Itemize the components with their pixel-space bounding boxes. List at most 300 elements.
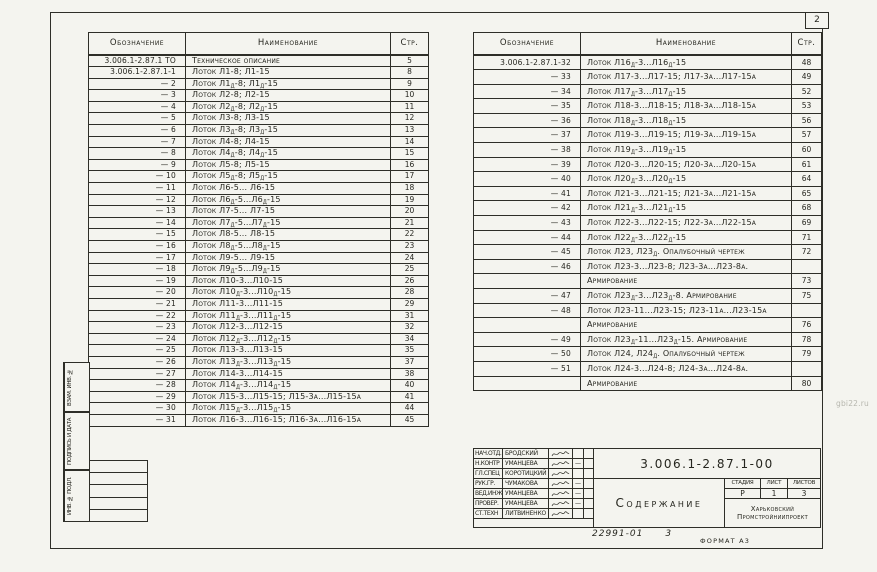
table-row — [89, 368, 429, 380]
cell-name: Лоток Л12-3...Л12-15 — [186, 322, 391, 334]
table-row — [474, 361, 822, 376]
signature-date — [573, 469, 584, 478]
table-row — [89, 298, 429, 310]
signature-date: — — [573, 479, 584, 488]
cell-name: Армирование — [581, 318, 792, 333]
table-row — [474, 303, 822, 318]
stage-value-list: 1 — [761, 489, 788, 498]
cell-name: Лоток Л16-3...Л16-15; Л16-3а...Л16-15а — [186, 414, 391, 426]
cell-designation: — 4 — [89, 101, 186, 113]
stage-header-row — [725, 479, 820, 489]
signature-name: УМАНЦЕВА — [503, 489, 549, 498]
signature-row — [474, 479, 593, 489]
cell-designation: — 7 — [89, 136, 186, 148]
table-header-row — [474, 33, 822, 55]
cell-name: Лоток $Л6_д-5...Л6_д-15$ — [186, 194, 391, 206]
cell-designation: 3.006.1-2.87.1-1 — [89, 67, 186, 79]
cell-page: 22 — [391, 229, 429, 241]
cell-designation: — 40 — [474, 172, 581, 187]
cell-name: Лоток Л18-3...Л18-15; Л18-3а...Л18-15а — [581, 99, 792, 114]
cell-page: 64 — [792, 172, 822, 187]
stage-header-listov: ЛИСТОВ — [792, 480, 816, 486]
cell-page: 79 — [792, 347, 822, 362]
signature-scribble — [551, 510, 570, 518]
table-row — [89, 229, 429, 241]
cell-page: 61 — [792, 157, 822, 172]
header-name: Наименование — [186, 33, 391, 55]
margin-blank-cell — [75, 363, 89, 411]
cell-designation: — 37 — [474, 128, 581, 143]
cell-designation: — 50 — [474, 347, 581, 362]
cell-page: 16 — [391, 159, 429, 171]
cell-name: Лоток $Л23_д-11...Л23_д-15$. Армирование — [581, 332, 792, 347]
table-row — [89, 194, 429, 206]
cell-designation: — 21 — [89, 298, 186, 310]
header-designation: Обозначение — [474, 33, 581, 55]
cell-page: 5 — [391, 55, 429, 67]
table-row — [474, 289, 822, 304]
cell-page: 41 — [391, 391, 429, 403]
table-header-row — [89, 33, 429, 55]
cell-designation: — 10 — [89, 171, 186, 183]
cell-designation: — 43 — [474, 216, 581, 231]
cell-page: 25 — [391, 264, 429, 276]
signature-role: РУК.ГР. — [474, 479, 503, 488]
margin-grid-row — [90, 461, 147, 473]
cell-name: Лоток $Л17_д-3...Л17_д-15$ — [581, 84, 792, 99]
cell-page: 13 — [391, 125, 429, 137]
cell-designation: — 3 — [89, 90, 186, 102]
signature-scribble — [551, 450, 570, 458]
cell-name: Лоток Л5-8; Л5-15 — [186, 159, 391, 171]
signature-name: ЧУМАКОВА — [503, 479, 549, 488]
table-row — [474, 216, 822, 231]
cell-page: 48 — [792, 55, 822, 70]
table-row — [474, 245, 822, 260]
cell-name: Лоток $Л3_д-8$; $Л3_д-15$ — [186, 125, 391, 137]
table-row — [89, 414, 429, 426]
cell-name: Лоток $Л9_д-5...Л9_д-15$ — [186, 264, 391, 276]
cell-designation: — 25 — [89, 345, 186, 357]
cell-name: Лоток $Л19_д-3...Л19_д-15$ — [581, 143, 792, 158]
cell-name: Лоток Л6-5... Л6-15 — [186, 183, 391, 195]
cell-designation — [474, 318, 581, 333]
signature-name: КОРОТИЦКИЙ — [503, 469, 549, 478]
cell-page: 71 — [792, 230, 822, 245]
cell-page: 44 — [391, 403, 429, 415]
cell-page: 32 — [391, 322, 429, 334]
signature-spacer — [584, 479, 593, 488]
table-row — [89, 310, 429, 322]
signature-scribble — [551, 490, 570, 498]
signature-scribble — [551, 480, 570, 488]
header-page: Стр. — [391, 33, 429, 55]
signature-row — [474, 449, 593, 459]
cell-designation: — 13 — [89, 206, 186, 218]
cell-page: 9 — [391, 78, 429, 90]
cell-designation: — 6 — [89, 125, 186, 137]
cell-designation: — 18 — [89, 264, 186, 276]
cell-page: 80 — [792, 376, 822, 391]
contents-table-left — [88, 32, 429, 427]
signature-role: Н.КОНТР — [474, 459, 503, 468]
cell-name: Армирование — [581, 274, 792, 289]
document-title: Содержание — [594, 479, 725, 527]
cell-name: Лоток Л10-3...Л10-15 — [186, 275, 391, 287]
cell-name: Лоток $Л1_д-8$; $Л1_д-15$ — [186, 78, 391, 90]
signature-name: БРОДСКИЙ — [503, 449, 549, 458]
signature-role: ГЛ.СПЕЦ — [474, 469, 503, 478]
table-row — [89, 217, 429, 229]
signature-spacer — [584, 459, 593, 468]
cell-page: 72 — [792, 245, 822, 260]
cell-page: 18 — [391, 183, 429, 195]
cell-designation: — 12 — [89, 194, 186, 206]
title-block-bottom — [594, 479, 820, 527]
cell-page: 17 — [391, 171, 429, 183]
table-row — [474, 376, 822, 391]
stamp-number-text: 22991-01 — [592, 529, 644, 539]
cell-name: Лоток $Л11_д-3...Л11_д-15$ — [186, 310, 391, 322]
table-row — [89, 322, 429, 334]
cell-name: Лоток $Л5_д-8$; $Л5_д-15$ — [186, 171, 391, 183]
cell-name: Лоток $Л10_д-3...Л10_д-15$ — [186, 287, 391, 299]
cell-page: 49 — [792, 70, 822, 85]
cell-name: Лоток $Л16_д-3...Л16_д-15$ — [581, 55, 792, 70]
cell-name: Лоток Л21-3...Л21-15; Л21-3а...Л21-15а — [581, 186, 792, 201]
stage-value-stadiya: Р — [725, 489, 761, 498]
cell-name: Лоток Л24, $Л24_д$. Опалубочный чертеж — [581, 347, 792, 362]
cell-name: Лоток Л3-8; Л3-15 — [186, 113, 391, 125]
margin-label-podpis: ПОДПИСЬ И ДАТА — [64, 413, 75, 469]
cell-page: 8 — [391, 67, 429, 79]
margin-box-podpis — [63, 412, 90, 470]
table-row — [89, 136, 429, 148]
cell-name: Лоток Л19-3...Л19-15; Л19-3а...Л19-15а — [581, 128, 792, 143]
cell-name: Лоток Л2-8; Л2-15 — [186, 90, 391, 102]
signature-date: — — [573, 499, 584, 508]
cell-designation: — 29 — [89, 391, 186, 403]
cell-name: Лоток Л22-3...Л22-15; Л22-3а...Л22-15а — [581, 216, 792, 231]
signature-date: — — [573, 459, 584, 468]
header-page: Стр. — [792, 33, 822, 55]
table-row — [474, 157, 822, 172]
cell-page: 34 — [391, 333, 429, 345]
table-row — [89, 345, 429, 357]
margin-blank-cell — [75, 471, 89, 521]
header-designation: Обозначение — [89, 33, 186, 55]
cell-page: 78 — [792, 332, 822, 347]
sheet-number: 2 — [814, 15, 820, 25]
cell-name: Лоток $Л2_д-8$; $Л2_д-15$ — [186, 101, 391, 113]
signature-row — [474, 509, 593, 519]
cell-designation: — 49 — [474, 332, 581, 347]
cell-designation: — 42 — [474, 201, 581, 216]
table-row — [89, 264, 429, 276]
table-row — [474, 84, 822, 99]
cell-page: 20 — [391, 206, 429, 218]
cell-page: 35 — [391, 345, 429, 357]
signature-date — [573, 449, 584, 458]
table-row — [474, 143, 822, 158]
signature-spacer — [584, 449, 593, 458]
table-row — [474, 230, 822, 245]
cell-page: 57 — [792, 128, 822, 143]
cell-page — [792, 361, 822, 376]
cell-name: Лоток $Л20_д-3...Л20_д-15$ — [581, 172, 792, 187]
table-row — [89, 55, 429, 67]
cell-name: Лоток $Л18_д-3...Л18_д-15$ — [581, 113, 792, 128]
table-row — [474, 274, 822, 289]
cell-page: 23 — [391, 241, 429, 253]
cell-name: Лоток $Л13_д-3...Л13_д-15$ — [186, 356, 391, 368]
cell-designation: — 36 — [474, 113, 581, 128]
cell-page: 76 — [792, 318, 822, 333]
table-row — [89, 78, 429, 90]
cell-designation: 3.006.1-2.87.1-32 — [474, 55, 581, 70]
margin-label-inv: ИНВ. № ПОДЛ. — [64, 471, 75, 521]
signature-cell — [549, 479, 573, 488]
stamp-sheet-number: 3 — [665, 529, 673, 539]
sheet-number-box — [805, 12, 829, 29]
cell-designation: — 48 — [474, 303, 581, 318]
cell-name: Лоток Л14-3...Л14-15 — [186, 368, 391, 380]
table-row — [89, 391, 429, 403]
cell-page: 75 — [792, 289, 822, 304]
cell-page: 29 — [391, 298, 429, 310]
cell-page: 19 — [391, 194, 429, 206]
cell-page: 12 — [391, 113, 429, 125]
title-block-signatures — [474, 449, 593, 527]
table-row — [89, 403, 429, 415]
cell-name: Лоток $Л22_д-3...Л22_д-15$ — [581, 230, 792, 245]
table-row — [474, 186, 822, 201]
table-row — [89, 171, 429, 183]
table-row — [89, 183, 429, 195]
table-row — [474, 99, 822, 114]
watermark-text: gbi22.ru — [836, 399, 869, 408]
cell-name: Лоток Л23, $Л23_д$. Опалубочный чертеж — [581, 245, 792, 260]
cell-designation: — 20 — [89, 287, 186, 299]
cell-name: Лоток $Л14_д-3...Л14_д-15$ — [186, 380, 391, 392]
cell-name: Лоток Л23-3...Л23-8; Л23-3а...Л23-8а. — [581, 259, 792, 274]
table-row — [89, 356, 429, 368]
cell-page: 31 — [391, 310, 429, 322]
title-block — [473, 448, 821, 528]
cell-designation: — 2 — [89, 78, 186, 90]
signature-spacer — [584, 469, 593, 478]
cell-name: Лоток $Л7_д-5...Л7_д-15$ — [186, 217, 391, 229]
cell-designation: — 30 — [89, 403, 186, 415]
cell-designation: — 15 — [89, 229, 186, 241]
cell-designation: — 11 — [89, 183, 186, 195]
cell-name: Лоток Л4-8; Л4-15 — [186, 136, 391, 148]
cell-name: Лоток Л9-5... Л9-15 — [186, 252, 391, 264]
cell-designation: — 34 — [474, 84, 581, 99]
signature-name: УМАНЦЕВА — [503, 499, 549, 508]
table-row — [474, 332, 822, 347]
stage-value-listov: 3 — [801, 489, 807, 498]
signature-date: — — [573, 489, 584, 498]
cell-designation: — 51 — [474, 361, 581, 376]
signature-cell — [549, 449, 573, 458]
table-row — [474, 318, 822, 333]
cell-designation: 3.006.1-2.87.1 ТО — [89, 55, 186, 67]
cell-designation: — 33 — [474, 70, 581, 85]
table-row — [89, 252, 429, 264]
table-row — [89, 333, 429, 345]
organization-line: Промстройниипроект — [737, 513, 808, 521]
table-row — [89, 380, 429, 392]
cell-page: 28 — [391, 287, 429, 299]
cell-page: 15 — [391, 148, 429, 160]
margin-label-vzam: ВЗАМ. ИНВ. № — [64, 363, 75, 411]
margin-blank-cell — [75, 413, 89, 469]
cell-page: 10 — [391, 90, 429, 102]
stage-block — [725, 479, 820, 527]
document-number: 3.006.1-2.87.1-00 — [594, 449, 820, 479]
cell-page: 56 — [792, 113, 822, 128]
cell-name: Лоток $Л23_д-3...Л23_д-8$. Армирование — [581, 289, 792, 304]
cell-name: Лоток Л11-3...Л11-15 — [186, 298, 391, 310]
signature-date — [573, 509, 584, 518]
cell-designation: — 41 — [474, 186, 581, 201]
cell-page: 26 — [391, 275, 429, 287]
cell-page: 73 — [792, 274, 822, 289]
signature-role: НАЧ.ОТД. — [475, 450, 502, 457]
cell-name: Лоток Л8-5... Л8-15 — [186, 229, 391, 241]
margin-blank-grid — [89, 460, 148, 522]
organization-name — [725, 499, 820, 527]
cell-designation: — 17 — [89, 252, 186, 264]
cell-designation: — 31 — [89, 414, 186, 426]
margin-box-inv — [63, 470, 90, 522]
cell-page: 14 — [391, 136, 429, 148]
signature-row — [474, 459, 593, 469]
cell-name: Армирование — [581, 376, 792, 391]
cell-designation: — 19 — [89, 275, 186, 287]
signature-cell — [549, 509, 573, 518]
signature-scribble — [551, 500, 570, 508]
cell-designation: — 35 — [474, 99, 581, 114]
cell-name: Лоток Л13-3...Л13-15 — [186, 345, 391, 357]
cell-name: Лоток Л1-8; Л1-15 — [186, 67, 391, 79]
cell-name: Лоток Л7-5... Л7-15 — [186, 206, 391, 218]
table-row — [474, 113, 822, 128]
signature-role: СТ.ТЕХН — [474, 509, 503, 518]
signature-scribble — [551, 470, 570, 478]
cell-page: 60 — [792, 143, 822, 158]
cell-name: Лоток Л15-3...Л15-15; Л15-3а...Л15-15а — [186, 391, 391, 403]
stamp-number — [592, 529, 672, 539]
cell-designation — [474, 376, 581, 391]
cell-name: Лоток $Л8_д-5...Л8_д-15$ — [186, 241, 391, 253]
cell-page: 24 — [391, 252, 429, 264]
margin-grid-row — [90, 485, 147, 497]
table-row — [89, 275, 429, 287]
table-row — [474, 128, 822, 143]
cell-designation: — 47 — [474, 289, 581, 304]
cell-page — [792, 259, 822, 274]
stage-value-row — [725, 489, 820, 499]
signature-blank-row — [474, 519, 593, 527]
signature-spacer — [584, 489, 593, 498]
cell-designation: — 5 — [89, 113, 186, 125]
signature-spacer — [584, 499, 593, 508]
cell-page: 65 — [792, 186, 822, 201]
signature-scribble — [551, 460, 570, 468]
cell-page: 38 — [391, 368, 429, 380]
margin-grid-row — [90, 498, 147, 510]
stage-header-list: ЛИСТ — [761, 479, 788, 488]
cell-designation: — 39 — [474, 157, 581, 172]
format-label: ФОРМАТ А3 — [700, 537, 751, 545]
cell-page: 11 — [391, 101, 429, 113]
table-row — [474, 259, 822, 274]
table-row — [474, 347, 822, 362]
cell-designation: — 8 — [89, 148, 186, 160]
table-row — [474, 70, 822, 85]
table-row — [89, 241, 429, 253]
title-block-right — [593, 449, 820, 527]
cell-designation: — 44 — [474, 230, 581, 245]
cell-page: 52 — [792, 84, 822, 99]
cell-page: 40 — [391, 380, 429, 392]
cell-designation: — 23 — [89, 322, 186, 334]
cell-name: Техническое описание — [186, 55, 391, 67]
table-row — [89, 67, 429, 79]
cell-designation: — 27 — [89, 368, 186, 380]
cell-designation: — 38 — [474, 143, 581, 158]
cell-page: 69 — [792, 216, 822, 231]
cell-name: Лоток $Л21_д-3...Л21_д-15$ — [581, 201, 792, 216]
table-row — [89, 287, 429, 299]
header-name: Наименование — [581, 33, 792, 55]
cell-designation: — 9 — [89, 159, 186, 171]
signature-role: ВЕД.ИНЖ — [475, 490, 503, 497]
cell-designation: — 26 — [89, 356, 186, 368]
signature-name: УМАНЦЕВА — [503, 459, 549, 468]
cell-designation: — 22 — [89, 310, 186, 322]
organization-line: Харьковский — [750, 504, 795, 513]
cell-page: 68 — [792, 201, 822, 216]
cell-name: Лоток $Л4_д-8$; $Л4_д-15$ — [186, 148, 391, 160]
margin-box-vzam — [63, 362, 90, 412]
cell-designation: — 46 — [474, 259, 581, 274]
cell-name: Лоток $Л15_д-3...Л15_д-15$ — [186, 403, 391, 415]
margin-grid-row — [90, 473, 147, 485]
signature-role: ПРОВЕР. — [474, 499, 503, 508]
table-row — [474, 201, 822, 216]
stage-header-stadiya: СТАДИЯ — [725, 479, 761, 488]
cell-name: Лоток Л23-11...Л23-15; Л23-11а...Л23-15а — [581, 303, 792, 318]
signature-cell — [549, 499, 573, 508]
cell-designation — [474, 274, 581, 289]
signature-row — [474, 499, 593, 509]
contents-table-right — [473, 32, 822, 391]
cell-designation: — 14 — [89, 217, 186, 229]
cell-designation: — 45 — [474, 245, 581, 260]
signature-name: ЛИТВИНЕНКО — [503, 509, 549, 518]
cell-page: 37 — [391, 356, 429, 368]
cell-designation: — 24 — [89, 333, 186, 345]
margin-grid-row — [90, 510, 147, 521]
signature-row — [474, 489, 593, 499]
table-row — [89, 113, 429, 125]
cell-page: 53 — [792, 99, 822, 114]
cell-page: 21 — [391, 217, 429, 229]
cell-name: Лоток Л20-3...Л20-15; Л20-3а...Л20-15а — [581, 157, 792, 172]
